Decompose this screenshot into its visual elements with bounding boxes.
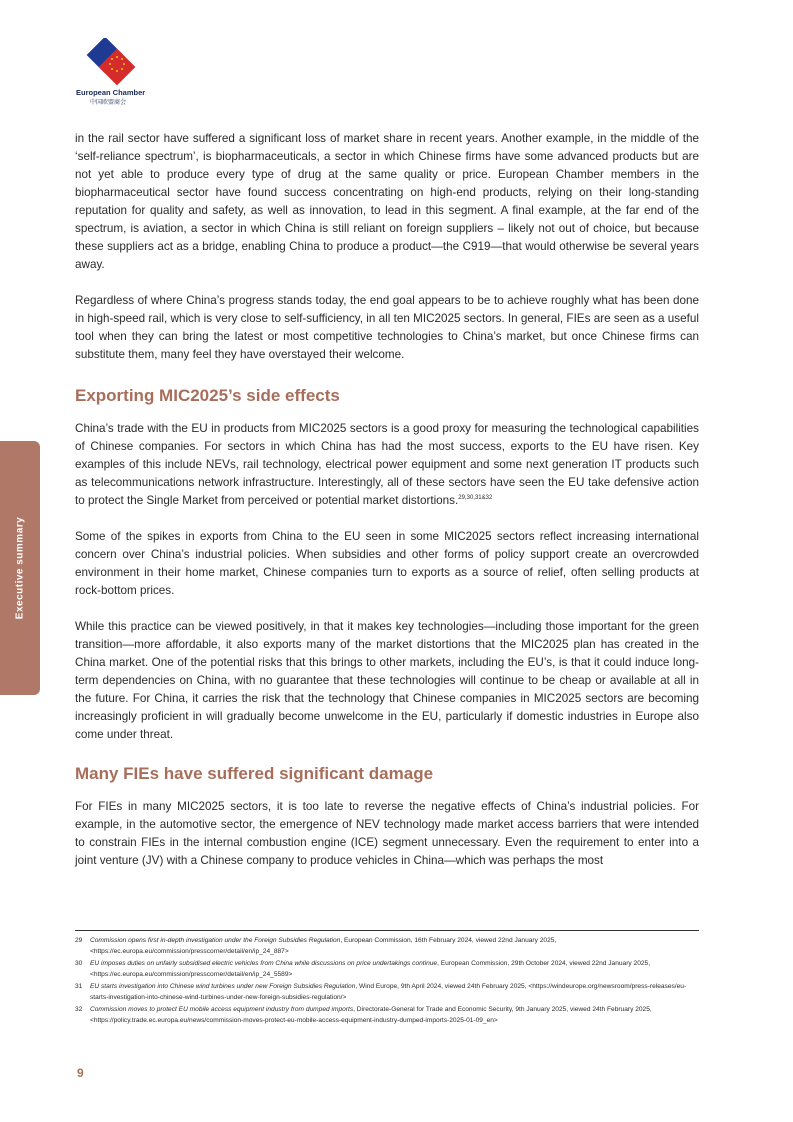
- footnote: [75, 1004, 699, 1026]
- section-side-tab[interactable]: [0, 441, 40, 695]
- footnote-title: Commission moves to protect EU mobile access equipment industry from dumped imports: [90, 1006, 354, 1013]
- footnote-source[interactable]: , Wind Europe, 9th April 2024, viewed 24th February 2025, <https://windeurope.org/newsroom/press-releases/eu-starts-investigation-into-chinese-wind-turbines-under-new-foreign-subsidies-regulation/>: [90, 983, 687, 1001]
- footnote-number: 31: [75, 983, 83, 990]
- footnote-source[interactable]: , Directorate-General for Trade and Economic Security, 9th January 2025, viewed 24th February 2025, <https://policy.trade.ec.europa.eu/news/commission-moves-protect-eu-mobile-access-equipment-industry-dumped-imports-2025-01-09_en>: [90, 1006, 652, 1024]
- main-content: [75, 130, 699, 870]
- logo-name-chinese: 中国欧盟商会: [90, 100, 127, 106]
- footnote: [75, 958, 699, 980]
- paragraph: While this practice can be viewed positively, in that it makes key technologies—including those important for the green transition—more affordable, it also exports many of the market distortions that the MIC2025 plan has created in the China market. One of the potential risks that this brings to other markets, including the EU’s, is that it could induce long-term dependencies on China, with no guarantee that these technologies will continue to be cheap or available at all in the future. For China, it carries the risk that the technology that Chinese companies in MIC2025 sectors are becoming increasingly proficient in will gradually become unwelcome in the EU, particularly if domestic industries in Europe also come under threat.: [75, 620, 699, 741]
- footnote-title: EU imposes duties on unfairly subsidised electric vehicles from China while discussions on price undertakings continue: [90, 960, 438, 967]
- footnote-ref: 29,30,31&32: [458, 495, 493, 502]
- paragraph: Regardless of where China’s progress stands today, the end goal appears to be to achieve roughly what has been done in high-speed rail, which is very close to self-sufficiency, in all ten MIC2025 sectors. In general, FIEs are seen as a useful tool when they can bring the latest or most competitive technologies to China’s market, but once Chinese firms can substitute them, many feel they have overstayed their welcome.: [75, 294, 699, 361]
- footnote: [75, 935, 699, 957]
- footnote-number: 30: [75, 960, 83, 967]
- footnote-title: Commission opens first in-depth investigation under the Foreign Subsidies Regulation: [90, 937, 341, 944]
- footnote-number: 29: [75, 937, 83, 944]
- footnote-title: EU starts investigation into Chinese wind turbines under new Foreign Subsidies Regulation: [90, 983, 356, 990]
- section-heading: Exporting MIC2025’s side effects: [75, 386, 340, 405]
- side-tab-label: Executive summary: [14, 516, 26, 620]
- paragraph: in the rail sector have suffered a significant loss of market share in recent years. Another example, in the middle of the ‘self-reliance spectrum’, is biopharmaceuticals, a sector in which Chinese firms have some advanced products but are not yet able to produce every type of drug at the same quality or price. European Chamber members in the biopharmaceutical sector have found success concentrating on high-end products, relying on their long-standing reputation for quality and safety, as well as innovation, to lead in this segment. A final example, at the far end of the spectrum, is aviation, a sector in which China is still reliant on foreign suppliers – likely not out of choice, but because these suppliers act as a bridge, enabling China to produce a product—the C919—that would otherwise be several years away.: [75, 132, 699, 271]
- european-chamber-logo: [76, 38, 146, 106]
- footnote-number: 32: [75, 1006, 83, 1013]
- section-heading: Many FIEs have suffered significant damage: [75, 764, 434, 783]
- footnote: [75, 981, 699, 1003]
- footnotes: [75, 930, 699, 1027]
- footnote-source[interactable]: , European Commission, 29th October 2024, viewed 22nd January 2025, <https://ec.europa.eu/commission/presscorner/detail/en/ip_24_5589>: [90, 960, 651, 978]
- paragraph: China’s trade with the EU in products from MIC2025 sectors is a good proxy for measuring the technological capabilities of Chinese companies. For sectors in which China has had the most success, exports to the EU have risen. Key examples of this include NEVs, rail technology, electrical power equipment and some next generation IT products such as telecommunications network infrastructure. Interestingly, all of these sectors have seen the EU take defensive action to protect the Single Market from perceived or potential market distortions.$^{29,30,31\&32}$: [75, 422, 699, 507]
- logo-name: European Chamber: [76, 88, 146, 97]
- chamber-emblem-icon: [86, 38, 136, 86]
- page-number: 9: [77, 1066, 84, 1080]
- paragraph: Some of the spikes in exports from China to the EU seen in some MIC2025 sectors reflect increasing international concern over China’s industrial policies. When subsidies and other forms of policy support create an overcrowded environment in their home market, Chinese companies turn to exports as a source of relief, often selling products at rock-bottom prices.: [75, 530, 699, 597]
- paragraph: For FIEs in many MIC2025 sectors, it is too late to reverse the negative effects of China’s industrial policies. For example, in the automotive sector, the emergence of NEV technology made market access barriers that were intended to constrain FIEs in the internal combustion engine (ICE) segment unnecessary. Even the requirement to enter into a joint venture (JV) with a Chinese company to produce vehicles in China—which was perhaps the most: [75, 800, 699, 867]
- footnote-source[interactable]: , European Commission, 16th February 2024, viewed 22nd January 2025, <https://ec.europa.eu/commission/presscorner/detail/en/ip_24_887>: [90, 937, 557, 955]
